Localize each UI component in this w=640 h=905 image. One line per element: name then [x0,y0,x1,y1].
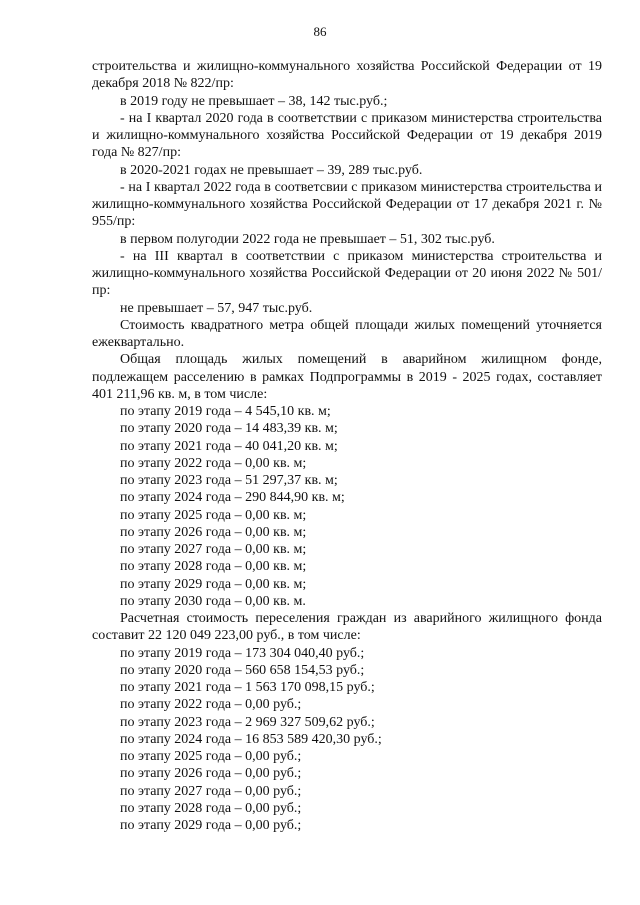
paragraph: - на I квартал 2022 года в соответсвии с приказом министерства строительства и жилищно-коммунального хозяйства Российской Федерации от 17 декабря 2021 г. № 955/пр: [92,179,602,230]
list-item: не превышает – 57, 947 тыс.руб. [120,300,313,316]
list-item: по этапу 2020 года – 14 483,39 кв. м; [120,421,338,437]
list-item: в 2019 году не превышает – 38, 142 тыс.руб.; [120,93,388,109]
list-item: по этапу 2024 года – 290 844,90 кв. м; [120,490,345,506]
list-item: по этапу 2019 года – 4 545,10 кв. м; [120,404,331,419]
list-item: в первом полугодии 2022 года не превышает – 51, 302 тыс.руб. [120,231,495,247]
list-item: по этапу 2026 года – 0,00 кв. м; [120,524,307,540]
list-item: по этапу 2025 года – 0,00 руб.; [120,749,302,764]
list-item: по этапу 2028 года – 0,00 кв. м; [120,559,307,575]
list-item: по этапу 2022 года – 0,00 руб.; [120,697,302,713]
paragraph: Общая площадь жилых помещений в аварийном жилищном фонде, подлежащем расселению в рамках Подпрограммы в 2019 - 2025 годах, составляет 401 211,96 кв. м, в том числе: [92,352,602,402]
paragraph: Расчетная стоимость переселения граждан из аварийного жилищного фонда составит 22 120 049 223,00 руб., в том числе: [92,611,602,644]
list-item: по этапу 2023 года – 2 969 327 509,62 руб.; [120,714,375,730]
list-item: по этапу 2026 года – 0,00 руб.; [120,766,302,782]
list-item: по этапу 2020 года – 560 658 154,53 руб.; [120,662,365,678]
list-item: по этапу 2025 года – 0,00 кв. м; [120,507,307,523]
list-item: по этапу 2027 года – 0,00 кв. м; [120,542,307,557]
list-item: в 2020-2021 годах не превышает – 39, 289 тыс.руб. [120,162,423,178]
list-item: по этапу 2029 года – 0,00 руб.; [120,818,302,833]
list-item: по этапу 2021 года – 1 563 170 098,15 руб.; [120,680,375,695]
list-item: по этапу 2029 года – 0,00 кв. м; [120,576,307,592]
page-number: 86 [313,24,327,39]
paragraph: - на III квартал в соответствии с приказом министерства строительства и жилищно-коммунального хозяйства Российской Федерации от 20 июня 2022 № 501/пр: [92,248,602,299]
list-item: по этапу 2021 года – 40 041,20 кв. м; [120,438,338,454]
list-item: по этапу 2028 года – 0,00 руб.; [120,800,302,816]
list-item: по этапу 2030 года – 0,00 кв. м. [120,593,306,609]
paragraph: строительства и жилищно-коммунального хозяйства Российской Федерации от 19 декабря 2018 № 822/пр: [92,59,602,92]
paragraph: - на I квартал 2020 года в соответствии с приказом министерства строительства и жилищно-коммунального хозяйства Российской Федерации от 19 декабря 2019 года № 827/пр: [92,110,602,161]
list-item: по этапу 2019 года – 173 304 040,40 руб.; [120,645,365,661]
list-item: по этапу 2027 года – 0,00 руб.; [120,783,302,799]
list-item: по этапу 2024 года – 16 853 589 420,30 руб.; [120,731,382,747]
paragraph: Стоимость квадратного метра общей площади жилых помещений уточняется ежеквартально. [92,317,602,350]
list-item: по этапу 2023 года – 51 297,37 кв. м; [120,473,338,488]
list-item: по этапу 2022 года – 0,00 кв. м; [120,455,307,471]
document-body [92,58,602,834]
